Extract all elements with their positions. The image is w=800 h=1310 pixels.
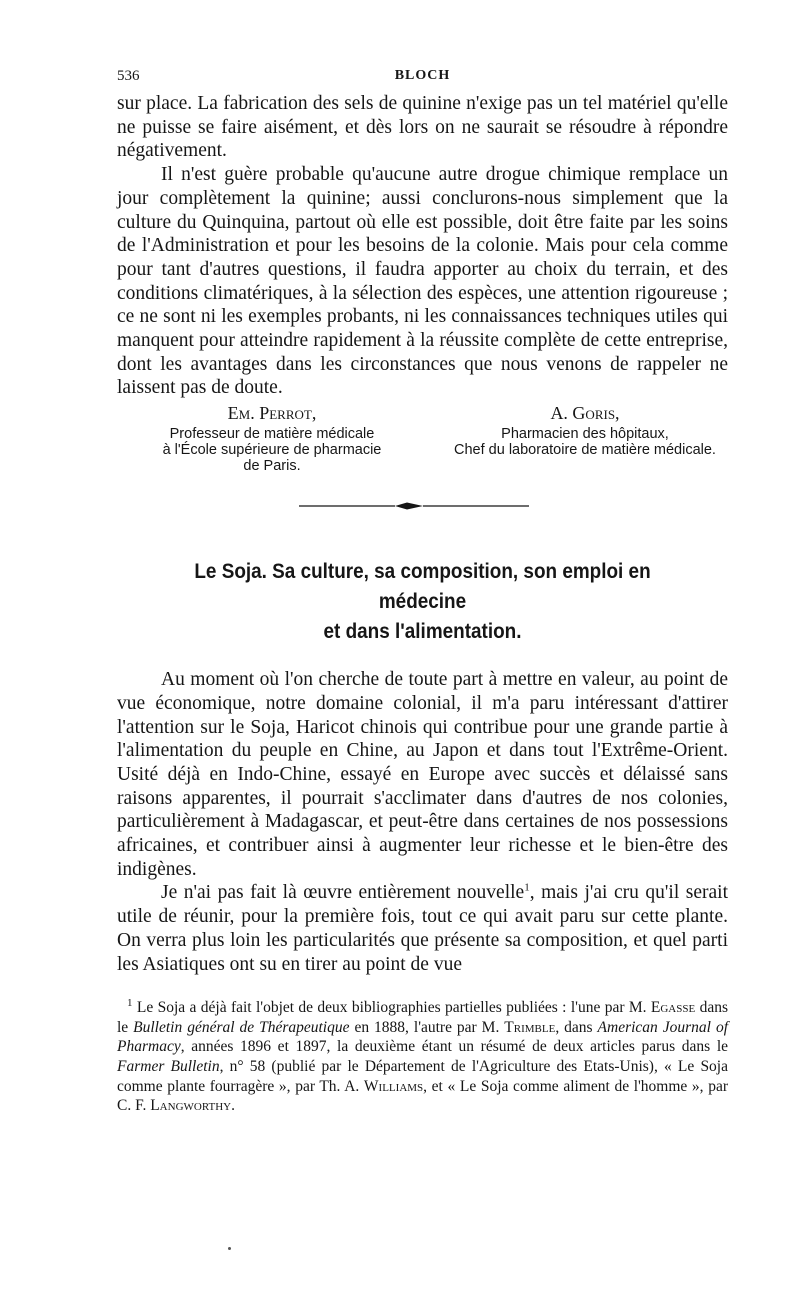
journal-title: Farmer Bulletin <box>117 1058 220 1076</box>
footnote-text: , années 1896 et 1897, la deuxième étant un résumé de deux articles parus dans le <box>180 1038 728 1056</box>
footnote-text: . <box>231 1097 236 1115</box>
article-title-line: Le Soja. Sa culture, sa composition, son emploi en médecine <box>194 559 651 614</box>
footnote-text: en 1888, l'autre par M. <box>349 1018 505 1036</box>
author-langworthy: Langworthy <box>150 1097 232 1115</box>
running-head: BLOCH <box>394 68 451 83</box>
footnote <box>117 998 728 1116</box>
author-title: de Paris. <box>243 458 301 475</box>
previous-article-text <box>117 92 728 400</box>
ink-speck <box>228 1247 231 1250</box>
author-title: Chef du laboratoire de matière médicale. <box>454 442 716 459</box>
author-trimble: Trimble <box>504 1018 556 1036</box>
page-header <box>117 68 728 92</box>
author-name: A. Goris, <box>550 403 620 424</box>
signature-goris <box>435 402 735 458</box>
article-title-line: et dans l'alimentation. <box>323 619 522 644</box>
paragraph-intro: Au moment où l'on cherche de toute part à mettre en valeur, au point de vue économique, notre domaine colonial, il m'a paru intéressant d'attirer l'attention sur le Soja, Haricot chinois qui contribue pour une grande partie à l'alimentation du peuple en Chine, au Japon et dans tout l'Extrême-Orient. Usité déjà en Indo-Chine, essayé en Europe avec succès et délaissé sans raisons apparentes, il pourrait s'acclimater dans d'autres de nos colonies, particulièrement à Madagascar, et peut-être dans certaines de nos possessions africaines, et contribuer ainsi à augmenter leur richesse et le bien-être des indigènes. <box>117 669 728 880</box>
paragraph-conclusion: Il n'est guère probable qu'aucune autre drogue chimique remplace un jour complètement la quinine; aussi conclurons-nous simplement que la culture du Quinquina, partout où elle est possible, doit être faite par les soins de l'Administration et pour les besoins de la colonie. Mais pour cela comme pour tant d'autres questions, il faudra apporter au choix du terrain, et des conditions climatériques, à la sélection des espèces, une attention rigoureuse ; ce ne sont ni les exemples probants, ni les connaissances techniques utiles qui manquent pour atteindre rapidement à la réussite complète de cette entreprise, dont les avantages dans les circonstances que nous venons de rappeler ne laissent pas de doute. <box>117 164 728 399</box>
page-number: 536 <box>117 68 140 84</box>
diamond-rule-icon <box>299 498 529 514</box>
paragraph-second <box>117 881 728 976</box>
author-egasse: Egasse <box>650 999 696 1017</box>
footnote-text: , dans <box>555 1018 598 1036</box>
journal-title: Bulletin général de Thérapeutique <box>133 1018 350 1036</box>
article-text <box>117 668 728 976</box>
author-title: à l'École supérieure de pharmacie <box>162 442 382 459</box>
footnote-marker: 1 <box>127 997 133 1010</box>
author-title: Pharmacien des hôpitaux, <box>501 426 669 443</box>
section-divider <box>117 498 728 528</box>
footnote-text: dans le <box>117 999 728 1036</box>
journal-title: American Journal of Pharmacy <box>117 1018 729 1056</box>
paragraph-text: Je n'ai pas fait là œuvre entièrement nouvelle <box>161 882 525 904</box>
footnote-text: , et « Le Soja comme aliment de l'homme », par C. F. <box>117 1077 728 1115</box>
author-name: Em. Perrot, <box>227 403 317 424</box>
author-williams: Williams <box>363 1077 424 1095</box>
article-title <box>154 556 692 646</box>
signatures <box>117 402 728 498</box>
footnote-text: , n° 58 (publié par le Département de l'Agriculture des Etats-Unis), « Le Soja comme plante fourragère », par Th. A. <box>117 1058 728 1095</box>
paragraph-text: , mais j'ai cru qu'il serait utile de réunir, pour la première fois, tout ce qui avait paru sur cette plante. On verra plus loin les particularités que présente sa composition, et quel parti les Asiatiques ont su en tirer au point de vue <box>117 882 728 975</box>
footnote-text: Le Soja a déjà fait l'objet de deux bibliographies partielles publiées : l'une par M. <box>132 999 651 1017</box>
footnote-reference[interactable]: 1 <box>524 881 530 894</box>
signature-perrot <box>147 402 397 474</box>
page <box>117 68 728 1116</box>
paragraph-continuation: sur place. La fabrication des sels de quinine n'exige pas un tel matériel qu'elle ne puisse se faire aisément, et dès lors on ne saurait se résoudre à répondre négativement. <box>117 93 728 162</box>
author-title: Professeur de matière médicale <box>169 426 375 443</box>
